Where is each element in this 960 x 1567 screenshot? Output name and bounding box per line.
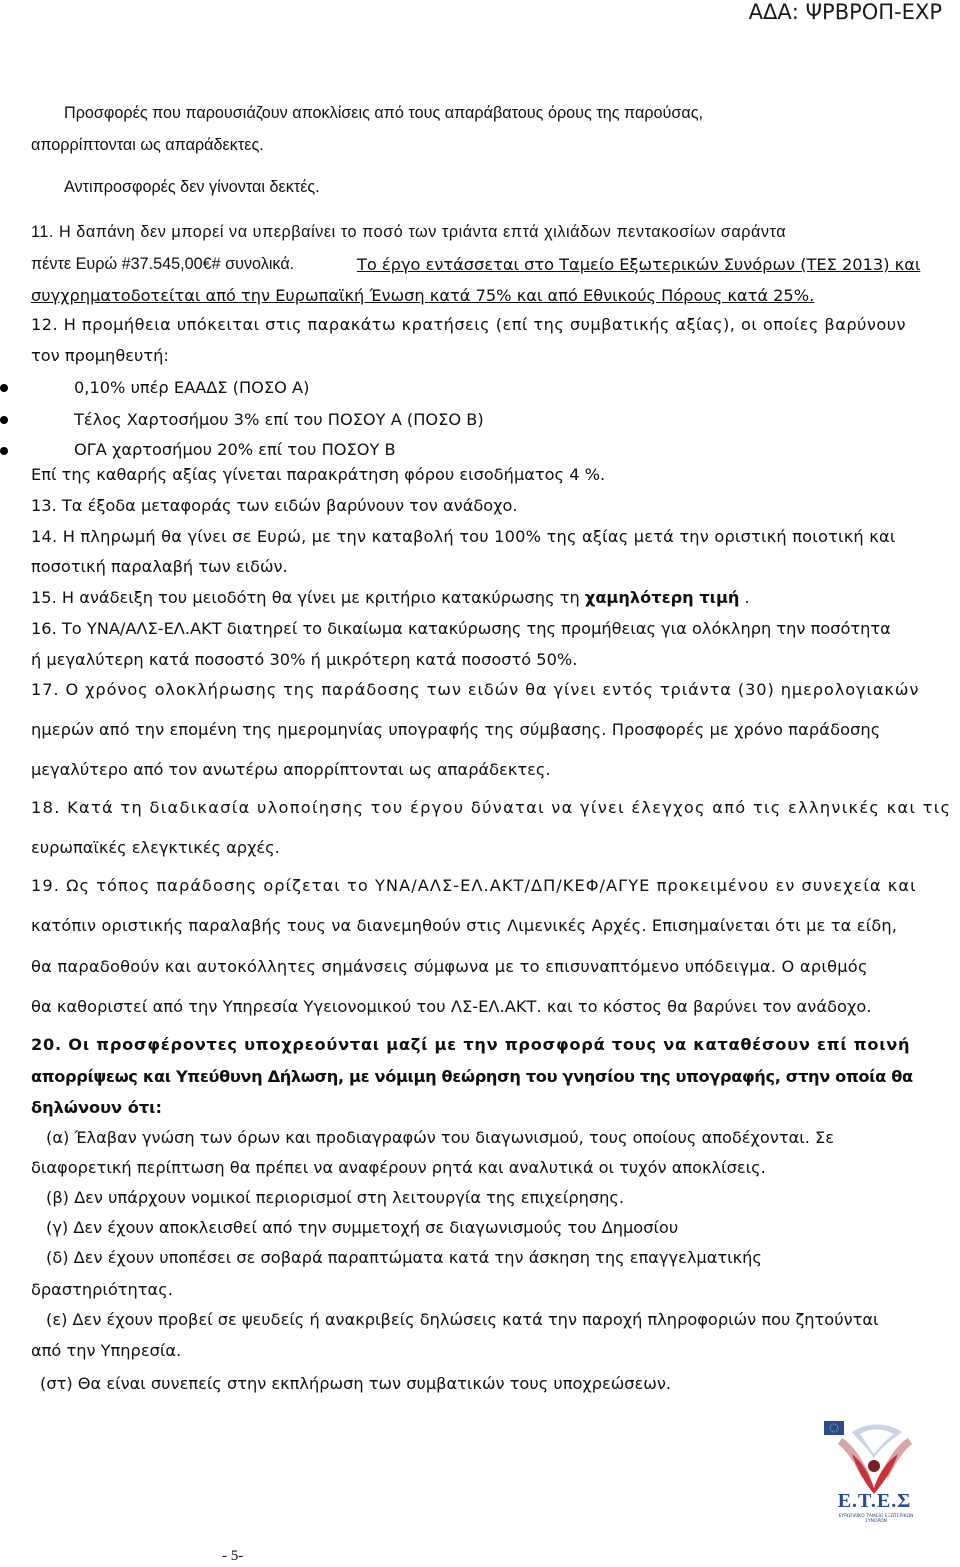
item-11-line-1: 11. Η δαπάνη δεν μπορεί να υπερβαίνει το ποσό των τριάντα επτά χιλιάδων πεντακοσίων σαράντα [31,223,787,241]
item-19-line-1: 19. Ως τόπος παράδοσης ορίζεται το ΥΝΑ/ΑΛΣ-ΕΛ.ΑΚΤ/ΔΠ/ΚΕΦ/ΑΓΥΕ προκειμένου εν συνεχεία και [31,876,917,895]
item-11-cofinancing-line: συγχρηματοδοτείται από την Ευρωπαϊκή Ένωση κατά 75% και από Εθνικούς Πόρους κατά 25%. [31,286,815,305]
item-16-line-1: 16. Το ΥΝΑ/ΑΛΣ-ΕΛ.ΑΚΤ διατηρεί το δικαίωμα κατακύρωσης της προμήθειας για ολόκληρη την ποσότητα [31,619,891,638]
item-12-line-1: 12. Η προμήθεια υπόκειται στις παρακάτω κρατήσεις (επί της συμβατικής αξίας), οι οποίες βαρύνουν [31,315,907,334]
item-14-line-1: 14. Η πληρωμή θα γίνει σε Ευρώ, με την καταβολή του 100% της αξίας μετά την οριστική ποιοτική και [31,527,896,546]
item-20-st: (στ) Θα είναι συνεπείς στην εκπλήρωση των συμβατικών τους υποχρεώσεων. [40,1374,672,1393]
item-15 [31,588,750,607]
item-17-line-1: 17. Ο χρόνος ολοκλήρωσης της παράδοσης των ειδών θα γίνει εντός τριάντα (30) ημερολογιακών [31,680,920,699]
item-15-end: . [739,588,750,607]
item-15-bold: χαμηλότερη τιμή [584,588,740,607]
counter-offers-line: Αντιπροσφορές δεν γίνονται δεκτές. [64,178,320,196]
item-20-b: (β) Δεν υπάρχουν νομικοί περιορισμοί στη λειτουργία της επιχείρησης. [46,1188,625,1207]
item-20-e-line-1: (ε) Δεν έχουν προβεί σε ψευδείς ή ανακριβείς δηλώσεις κατά την παροχή πληροφοριών που ζητούνται [46,1310,879,1329]
bullet-item: Τέλος Χαρτοσήμου 3% επί του ΠΟΣΟΥ Α (ΠΟΣΟ Β) [74,410,484,429]
item-20-d-line-1: (δ) Δεν έχουν υποπέσει σε σοβαρά παραπτώματα κατά την άσκηση της επαγγελματικής [46,1248,762,1267]
item-19-line-4: θα καθοριστεί από την Υπηρεσία Υγειονομικού του ΛΣ-ΕΛ.ΑΚΤ. και το κόστος θα βαρύνει τον ανάδοχο. [31,997,872,1016]
item-11-line-2a: πέντε Ευρώ #37.545,00€# συνολικά. [31,255,295,273]
item-18-line-1: 18. Κατά τη διαδικασία υλοποίησης του έργου δύναται να γίνει έλεγχος από τις ελληνικές και τις [31,798,952,817]
item-13: 13. Τα έξοδα μεταφοράς των ειδών βαρύνουν τον ανάδοχο. [31,496,518,515]
item-17-line-3: μεγαλύτερο από τον ανωτέρω απορρίπτονται ως απαράδεκτες. [31,760,551,779]
item-14-line-2: ποσοτική παραλαβή των ειδών. [31,557,288,576]
offers-line-2: απορρίπτονται ως απαράδεκτες. [31,136,264,154]
bullet-dot [0,384,8,392]
item-20-a-line-1: (α) Έλαβαν γνώση των όρων και προδιαγραφών του διαγωνισμού, τους οποίους αποδέχονται. Σε [46,1128,835,1147]
item-11-funding-line: Το έργο εντάσσεται στο Ταμείο Εξωτερικών Συνόρων (ΤΕΣ 2013) και [357,255,921,274]
item-16-line-2: ή μεγαλύτερη κατά ποσοστό 30% ή μικρότερη κατά ποσοστό 50%. [31,650,578,669]
ada-code: ΑΔΑ: ΨΡΒΡΟΠ-ΕΧΡ [748,0,942,24]
item-20-g: (γ) Δεν έχουν αποκλεισθεί από την συμμετοχή σε διαγωνισμούς του Δημοσίου [46,1218,679,1237]
etes-logo [812,1418,937,1530]
item-19-line-3: θα παραδοθούν και αυτοκόλλητες σημάνσεις σύμφωνα με το επισυναπτόμενο υπόδειγμα. Ο αριθμός [31,957,868,976]
item-18-line-2: ευρωπαϊκές ελεγκτικές αρχές. [31,838,280,857]
item-12-line-2: τον προμηθευτή: [31,346,169,365]
item-20-line-1: 20. Οι προσφέροντες υποχρεούνται μαζί με την προσφορά τους να καταθέσουν επί ποινή [31,1035,911,1054]
item-12-tax-line: Επί της καθαρής αξίας γίνεται παρακράτηση φόρου εισοδήματος 4 %. [31,465,606,484]
item-15-text: 15. Η ανάδειξη του μειοδότη θα γίνει με κριτήριο κατακύρωσης τη [31,588,585,607]
bullet-dot [0,447,8,455]
bullet-dot [0,416,8,424]
bullet-item: 0,10% υπέρ ΕΑΑΔΣ (ΠΟΣΟ Α) [74,378,310,397]
page-number: - 5- [222,1548,244,1564]
item-17-line-2: ημερών από την επομένη της ημερομηνίας υπογραφής της σύμβασης. Προσφορές με χρόνο παράδοσης [31,720,881,739]
bullet-item: ΟΓΑ χαρτοσήμου 20% επί του ΠΟΣΟΥ Β [74,440,396,459]
logo-wordmark: Ε.Τ.Ε.Σ [837,1490,912,1512]
offers-line-1: Προσφορές που παρουσιάζουν αποκλίσεις από τους απαράβατους όρους της παρούσας, [64,104,704,122]
item-20-a-line-2: διαφορετική περίπτωση θα πρέπει να αναφέρουν ρητά και αναλυτικά οι τυχόν αποκλίσεις. [31,1158,766,1177]
logo-subtitle: ΕΥΡΩΠΑΪΚΟ ΤΑΜΕΙΟ ΕΞΩΤΕΡΙΚΩΝ ΣΥΝΟΡΩΝ [838,1514,914,1524]
item-20-d-line-2: δραστηριότητας. [31,1280,173,1299]
item-20-e-line-2: από την Υπηρεσία. [31,1341,182,1360]
item-19-line-2: κατόπιν οριστικής παραλαβής τους να διανεμηθούν στις Λιμενικές Αρχές. Επισημαίνεται ότι με τα είδη, [31,916,898,935]
item-20-line-2: απορρίψεως και Υπεύθυνη Δήλωση, με νόμιμη θεώρηση του γνησίου της υπογραφής, στην οποία θα [31,1067,913,1086]
item-20-line-3: δηλώνουν ότι: [31,1098,162,1117]
